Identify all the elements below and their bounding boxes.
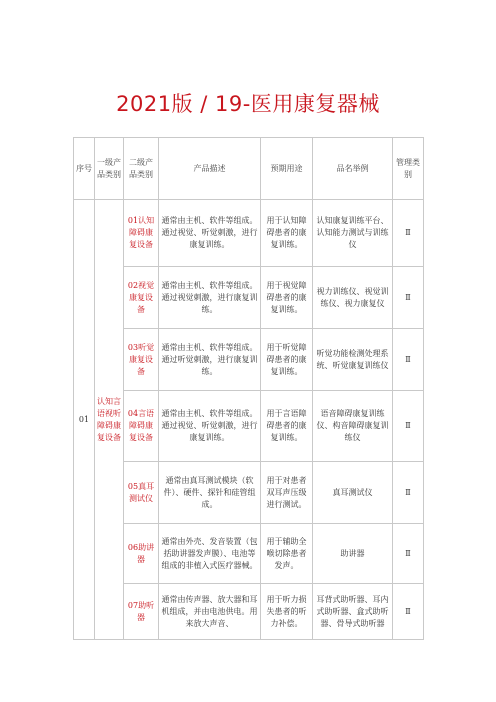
row-examples: 语音障碍康复训练仪、构音障碍康复训练仪 <box>313 391 393 462</box>
row-intended-use: 用于视觉障碍患者的康复训练。 <box>261 267 313 329</box>
row-intended-use: 用于对患者双耳声压级进行测试。 <box>261 462 313 524</box>
table-row <box>74 267 424 329</box>
row-description: 通常由外壳、发音装置（包括助讲器发声膜）、电池等组成的非植入式医疗器械。 <box>159 524 261 584</box>
header-examples: 品名举例 <box>313 138 393 200</box>
device-catalog-table <box>73 137 424 640</box>
header-intended-use: 预期用途 <box>261 138 313 200</box>
group-category-1: 认知言语视听障碍康复设备 <box>95 200 124 640</box>
document-title: 2021版 / 19-医用康复器械 <box>116 92 380 116</box>
table-row <box>74 462 424 524</box>
row-class: Ⅱ <box>393 391 424 462</box>
row-description: 通常由主机、软件等组成。通过听觉刺激，进行康复训练。 <box>159 329 261 391</box>
row-class: Ⅱ <box>393 329 424 391</box>
row-intended-use: 用于听力损失患者的听力补偿。 <box>261 584 313 640</box>
row-category-2: 01认知障碍康复设备 <box>124 200 159 267</box>
row-examples: 耳背式助听器、耳内式助听器、盒式助听器、骨导式助听器 <box>313 584 393 640</box>
header-no: 序号 <box>74 138 95 200</box>
row-examples: 真耳测试仪 <box>313 462 393 524</box>
table-row <box>74 391 424 462</box>
row-category-2: 05真耳测试仪 <box>124 462 159 524</box>
table-row <box>74 524 424 584</box>
row-description: 通常由主机、软件等组成。通过视觉、听觉刺激，进行康复训练。 <box>159 391 261 462</box>
row-examples: 认知康复训练平台、认知能力测试与训练仪 <box>313 200 393 267</box>
row-category-2: 02视觉康复设备 <box>124 267 159 329</box>
table-row <box>74 584 424 640</box>
table-header-row <box>74 138 424 200</box>
header-description: 产品描述 <box>159 138 261 200</box>
row-class: Ⅱ <box>393 200 424 267</box>
row-examples: 助讲器 <box>313 524 393 584</box>
row-category-2: 03听觉康复设备 <box>124 329 159 391</box>
table-row <box>74 329 424 391</box>
row-description: 通常由主机、软件等组成。通过视觉、听觉刺激，进行康复训练。 <box>159 200 261 267</box>
header-class: 管理类别 <box>393 138 424 200</box>
header-category-2: 二级产品类别 <box>124 138 159 200</box>
row-description: 通常由传声器、放大器和耳机组成，并由电池供电。用来放大声音、 <box>159 584 261 640</box>
row-class: Ⅱ <box>393 524 424 584</box>
row-intended-use: 用于言语障碍患者的康复训练。 <box>261 391 313 462</box>
row-intended-use: 用于认知障碍患者的康复训练。 <box>261 200 313 267</box>
row-class: Ⅱ <box>393 267 424 329</box>
row-class: Ⅱ <box>393 462 424 524</box>
row-description: 通常由主机、软件等组成。通过视觉刺激，进行康复训练。 <box>159 267 261 329</box>
row-intended-use: 用于辅助全喉切除患者发声。 <box>261 524 313 584</box>
row-intended-use: 用于听觉障碍患者的康复训练。 <box>261 329 313 391</box>
table-row <box>74 200 424 267</box>
row-class: Ⅱ <box>393 584 424 640</box>
row-examples: 视力训练仪、视觉训练仪、视力康复仪 <box>313 267 393 329</box>
row-category-2: 04言语障碍康复设备 <box>124 391 159 462</box>
header-category-1: 一级产品类别 <box>95 138 124 200</box>
group-number: 01 <box>74 200 95 640</box>
row-category-2: 07助听器 <box>124 584 159 640</box>
row-category-2: 06助讲器 <box>124 524 159 584</box>
row-description: 通常由真耳测试模块（软件）、硬件、探针和硅管组成。 <box>159 462 261 524</box>
row-examples: 听觉功能检测处理系统、听觉康复训练仪 <box>313 329 393 391</box>
